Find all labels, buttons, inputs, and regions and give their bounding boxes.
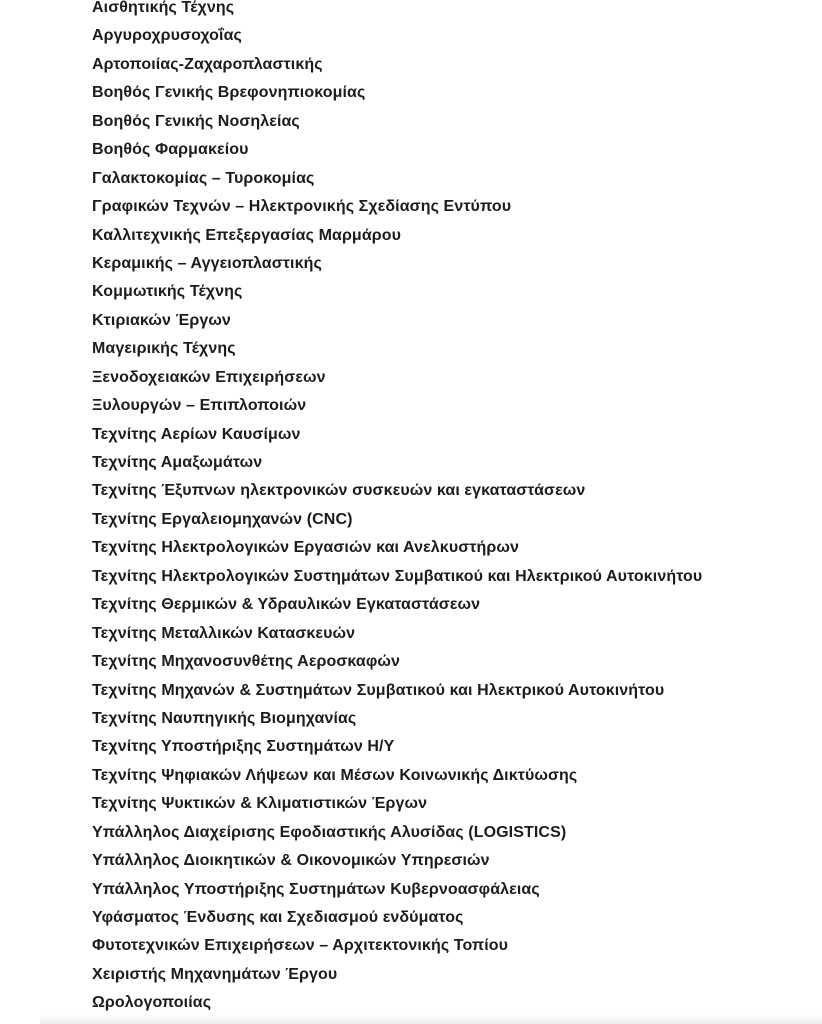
bottom-edge-shadow — [40, 1014, 822, 1024]
list-item: Βοηθός Γενικής Βρεφονηπιοκομίας — [92, 84, 366, 102]
list-item: Υφάσματος Ένδυσης και Σχεδιασμού ενδύματος — [92, 909, 464, 926]
list-item: Γαλακτοκομίας – Τυροκομίας — [92, 169, 315, 187]
list-item: Μαγειρικής Τέχνης — [92, 340, 236, 358]
list-item: Χειριστής Μηχανημάτων Έργου — [92, 965, 338, 983]
list-item: Καλλιτεχνικής Επεξεργασίας Μαρμάρου — [92, 226, 402, 244]
list-item: Ωρολογοποιίας — [92, 994, 212, 1012]
list-item: Τεχνίτης Μηχανοσυνθέτης Αεροσκαφών — [92, 653, 401, 671]
list-item: Υπάλληλος Διαχείρισης Εφοδιαστικής Αλυσίδας (LOGISTICS) — [92, 823, 567, 841]
list-item: Τεχνίτης Εργαλειομηχανών (CNC) — [92, 510, 353, 528]
list-item: Κεραμικής – Αγγειοπλαστικής — [92, 254, 322, 272]
list-item: Τεχνίτης Ηλεκτρολογικών Συστημάτων Συμβατικού και Ηλεκτρικού Αυτοκινήτου — [92, 567, 703, 585]
list-item: Τεχνίτης Ηλεκτρολογικών Εργασιών και Ανελκυστήρων — [92, 539, 520, 557]
list-item: Βοηθός Γενικής Νοσηλείας — [92, 112, 300, 130]
list-item: Τεχνίτης Ψηφιακών Λήψεων και Μέσων Κοινωνικής Δικτύωσης — [92, 766, 578, 784]
list-item: Υπάλληλος Υποστήριξης Συστημάτων Κυβερνοασφάλειας — [92, 880, 540, 898]
list-item: Αρτοποιίας-Ζαχαροπλαστικής — [92, 55, 323, 73]
list-item: Βοηθός Φαρμακείου — [92, 141, 249, 159]
list-item: Ξυλουργών – Επιπλοποιών — [92, 397, 307, 415]
list-item: Αισθητικής Τέχνης — [92, 0, 235, 16]
list-item: Τεχνίτης Αμαξωμάτων — [92, 454, 263, 471]
list-item: Τεχνίτης Ψυκτικών & Κλιματιστικών Έργων — [92, 795, 428, 813]
list-item: Τεχνίτης Έξυπνων ηλεκτρονικών συσκευών και εγκαταστάσεων — [92, 482, 586, 500]
list-item: Κομμωτικής Τέχνης — [92, 283, 243, 301]
list-item: Υπάλληλος Διοικητικών & Οικονομικών Υπηρεσιών — [92, 852, 490, 870]
list-item: Γραφικών Τεχνών – Ηλεκτρονικής Σχεδίασης Εντύπου — [92, 198, 512, 216]
list-item: Τεχνίτης Αερίων Καυσίμων — [92, 425, 301, 443]
list-item: Τεχνίτης Ναυπηγικής Βιομηχανίας — [92, 709, 357, 727]
list-item: Τεχνίτης Μηχανών & Συστημάτων Συμβατικού και Ηλεκτρικού Αυτοκινήτου — [92, 681, 665, 699]
list-item: Ξενοδοχειακών Επιχειρήσεων — [92, 368, 326, 386]
list-item: Τεχνίτης Θερμικών & Υδραυλικών Εγκαταστάσεων — [92, 596, 481, 614]
list-item: Τεχνίτης Μεταλλικών Κατασκευών — [92, 624, 356, 642]
list-item: Φυτοτεχνικών Επιχειρήσεων – Αρχιτεκτονικής Τοπίου — [92, 937, 509, 955]
list-item: Τεχνίτης Υποστήριξης Συστημάτων Η/Υ — [92, 738, 395, 756]
list-item: Κτιριακών Έργων — [92, 311, 231, 329]
specialty-list — [92, 0, 817, 1018]
list-item: Αργυροχρυσοχοΐας — [92, 27, 242, 45]
